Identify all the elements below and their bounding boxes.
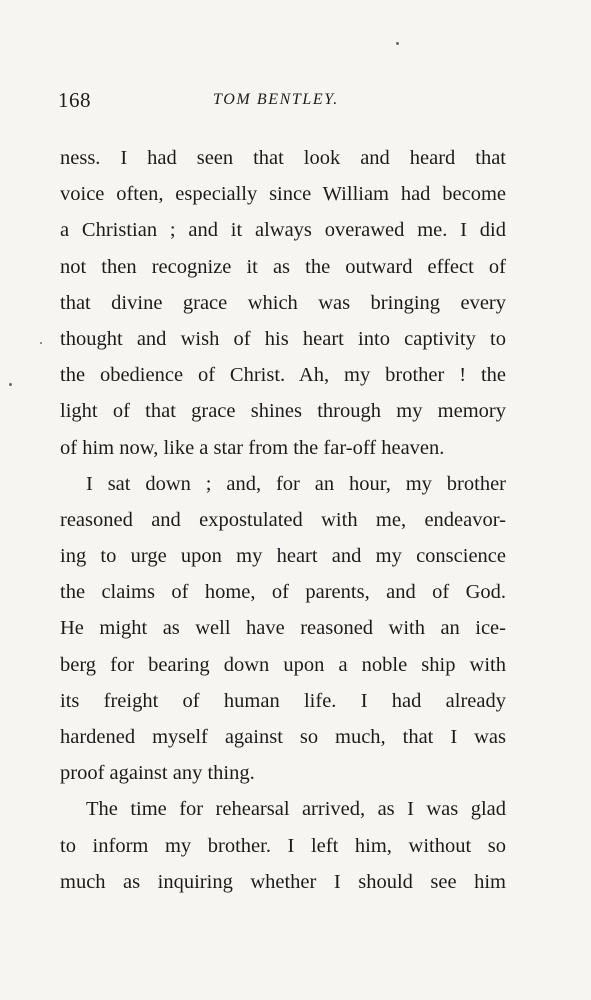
running-head: TOM BENTLEY. (213, 91, 339, 108)
text-line: of him now, like a star from the far-off heaven. (60, 436, 445, 459)
text-line: I sat down ; and, for an hour, my brother (86, 472, 506, 495)
text-line: reasoned and expostulated with me, endeavor- (60, 508, 506, 531)
text-line: berg for bearing down upon a noble ship with (60, 653, 506, 676)
text-line: hardened myself against so much, that I was (60, 726, 506, 748)
text-line: the claims of home, of parents, and of God. (60, 581, 506, 604)
ink-speck (396, 42, 399, 45)
text-line: its freight of human life. I had already (60, 689, 506, 712)
page-header (58, 88, 506, 118)
ink-speck (40, 342, 42, 344)
ink-speck (9, 383, 12, 386)
text-line: not then recognize it as the outward effect of (60, 255, 506, 278)
text-line: that divine grace which was bringing every (60, 291, 506, 314)
text-line: to inform my brother. I left him, without so (60, 834, 506, 857)
text-line: voice often, especially since William had become (60, 183, 506, 206)
text-line: thought and wish of his heart into captivity to (60, 327, 506, 350)
text-line: proof against any thing. (60, 762, 255, 785)
text-line: light of that grace shines through my memory (60, 400, 506, 423)
text-line: ing to urge upon my heart and my conscience (60, 545, 506, 568)
text-line: the obedience of Christ. Ah, my brother ! the (60, 364, 506, 387)
text-line: much as inquiring whether I should see him (60, 870, 506, 893)
text-line: a Christian ; and it always overawed me. I did (60, 219, 506, 242)
page-number: 168 (58, 88, 91, 112)
text-line: He might as well have reasoned with an ice- (60, 617, 506, 640)
text-line: ness. I had seen that look and heard that (60, 147, 506, 169)
body-text (60, 140, 506, 900)
text-line: The time for rehearsal arrived, as I was glad (86, 798, 506, 821)
